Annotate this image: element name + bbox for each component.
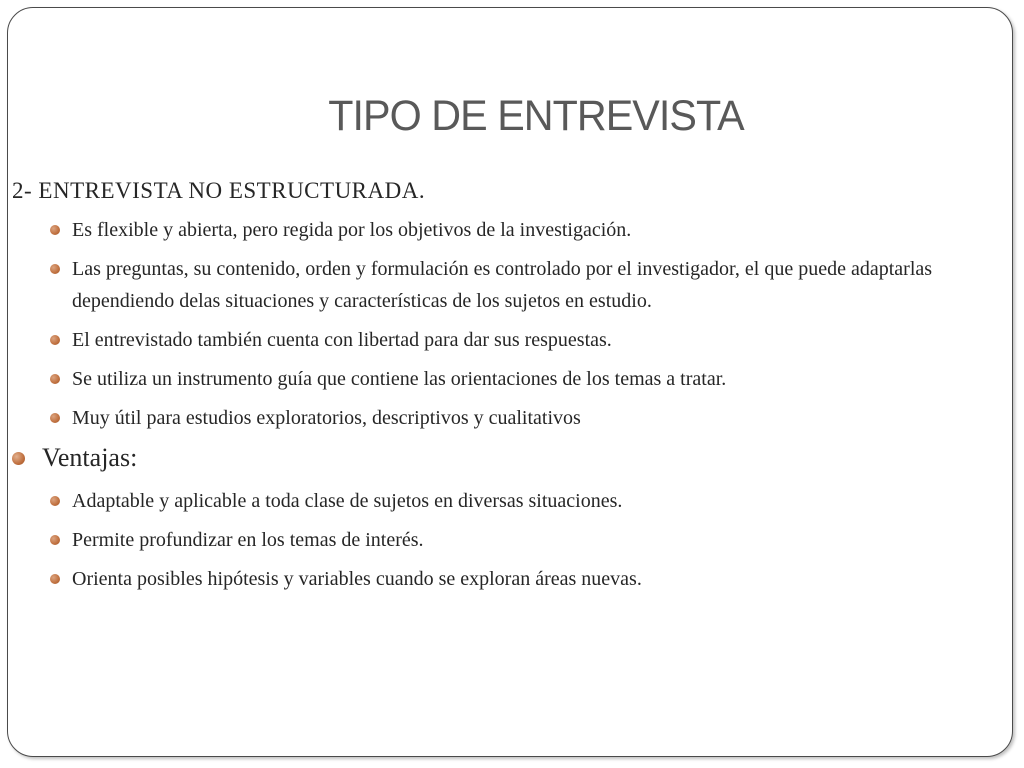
bullet-dot-icon xyxy=(50,574,60,584)
bullet-dot-icon xyxy=(50,264,60,274)
list-item-text: Orienta posibles hipótesis y variables cuando se exploran áreas nuevas. xyxy=(72,568,642,590)
slide-content xyxy=(12,178,1002,602)
bullet-dot-icon xyxy=(50,413,60,423)
section-heading: 2- ENTREVISTA NO ESTRUCTURADA. xyxy=(12,178,426,203)
section-bullet-list xyxy=(12,214,1002,434)
list-item xyxy=(12,524,994,556)
advantages-heading xyxy=(12,441,1002,475)
list-item-text: Se utiliza un instrumento guía que contiene las orientaciones de los temas a tratar. xyxy=(72,368,727,390)
list-item-text: Las preguntas, su contenido, orden y formulación es controlado por el investigador, el que puede adaptarlas dependiendo delas situaciones y características de los sujetos en estudio. xyxy=(72,258,933,312)
bullet-dot-icon xyxy=(50,335,60,345)
list-item xyxy=(12,485,994,517)
bullet-dot-icon xyxy=(50,535,60,545)
list-item xyxy=(12,363,994,395)
bullet-dot-icon xyxy=(50,496,60,506)
list-item xyxy=(12,253,994,317)
list-item xyxy=(12,563,994,595)
list-item-text: El entrevistado también cuenta con libertad para dar sus respuestas. xyxy=(72,329,612,351)
advantages-heading-text: Ventajas: xyxy=(42,443,138,472)
list-item xyxy=(12,324,994,356)
list-item xyxy=(12,214,994,246)
advantages-bullet-list xyxy=(12,485,1002,595)
bullet-dot-icon xyxy=(12,452,25,465)
list-item-text: Permite profundizar en los temas de interés. xyxy=(72,529,424,551)
list-item xyxy=(12,402,994,434)
list-item-text: Es flexible y abierta, pero regida por los objetivos de la investigación. xyxy=(72,219,632,241)
bullet-dot-icon xyxy=(50,374,60,384)
slide-title: TIPO DE ENTREVISTA xyxy=(328,92,744,140)
list-item-text: Muy útil para estudios exploratorios, descriptivos y cualitativos xyxy=(72,407,581,429)
bullet-dot-icon xyxy=(50,225,60,235)
list-item-text: Adaptable y aplicable a toda clase de sujetos en diversas situaciones. xyxy=(72,490,623,512)
